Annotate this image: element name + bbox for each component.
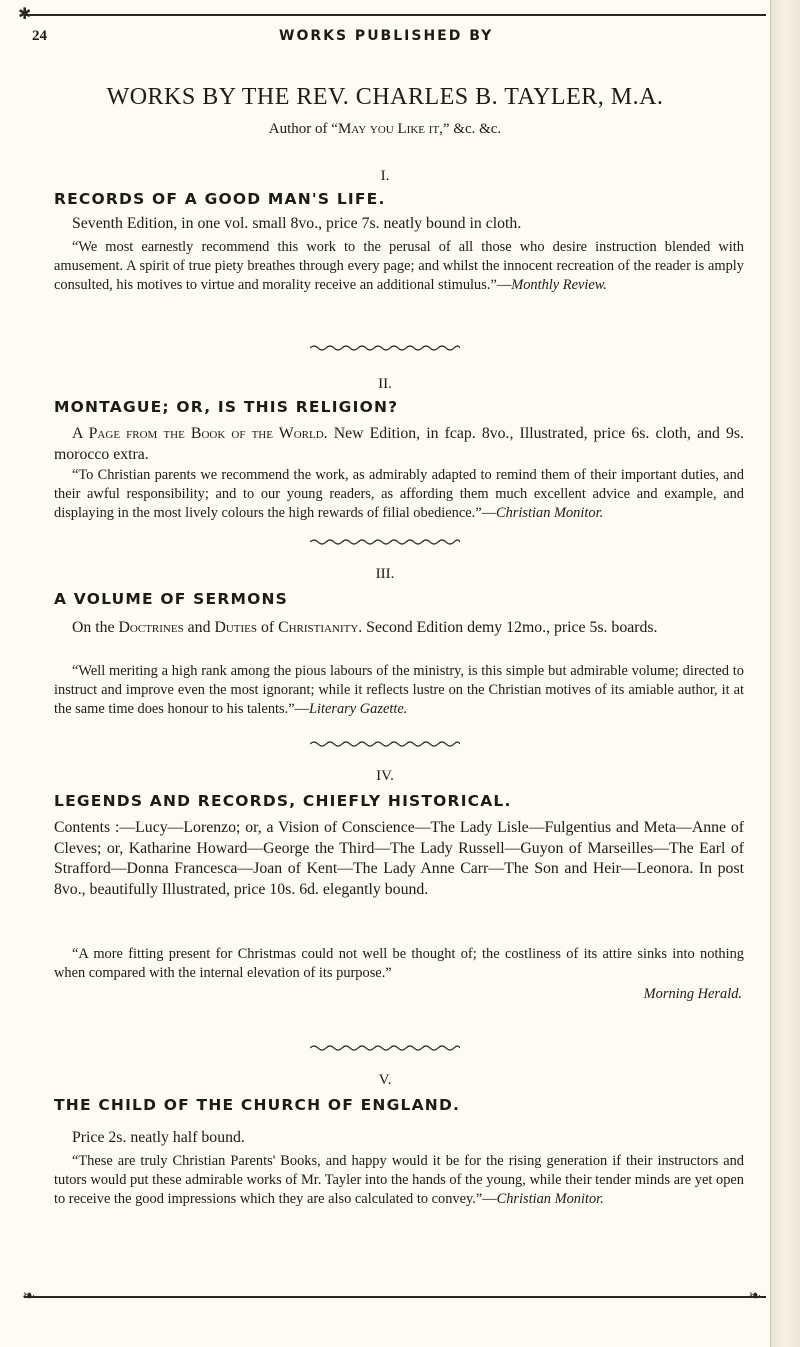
wavy-divider (310, 538, 460, 546)
page-number: 24 (32, 28, 47, 44)
review-source: Literary Gazette. (308, 701, 408, 717)
section-heading: A VOLUME OF SERMONS (54, 590, 288, 608)
facing-page-edge (770, 0, 800, 1347)
review-source: Monthly Review. (511, 277, 607, 293)
corner-ornament-icon: ❧ (22, 1288, 36, 1305)
section-numeral: IV. (376, 768, 394, 784)
header-rule (24, 14, 766, 16)
section-numeral: I. (380, 168, 390, 184)
details-text: Doctrines (118, 619, 184, 636)
wavy-divider (310, 1044, 460, 1052)
wavy-divider (310, 344, 460, 352)
section-review (54, 1152, 744, 1209)
author-subtitle (0, 121, 770, 138)
section-details (54, 618, 744, 639)
section-details: Seventh Edition, in one vol. small 8vo., price 7s. neatly bound in cloth. (72, 215, 522, 232)
section-review: “A more fitting present for Christmas could not well be thought of; the costliness of its attire sinks into nothing when compared with the internal elevation of its purpose.” (54, 946, 744, 981)
review-source: Christian Monitor. (496, 1191, 604, 1207)
section-review (54, 662, 744, 719)
section-details: Contents :—Lucy—Lorenzo; or, a Vision of Conscience—The Lady Lisle—Fulgentius and Meta—Anne of Cleves; or, Katharine Howard—George the Third—The Lady Russell—Guyon of Marseilles—The Earl of Strafford—Donna Francesca—Joan of Kent—The Lady Anne Carr—The Son and Heir—Leonora. In post 8vo., beautifully Illustrated, price 10s. 6d. elegantly bound. (54, 819, 744, 898)
details-text: New Edition, in fcap. 8vo., Illustrated, price 6s. cloth, and 9s. morocco extra. (54, 425, 744, 463)
section-numeral: II. (378, 376, 392, 392)
review-text: “Well meriting a high rank among the pious labours of the ministry, is this simple but admirable volume; directed to instruct and improve even the most ignorant; while it reflects lustre on the Christian motives of its amiable author, it at the same time does honour to his talents.”— (54, 663, 744, 717)
running-title: WORKS PUBLISHED BY (279, 28, 494, 44)
page-title: WORKS BY THE REV. CHARLES B. TAYLER, M.A. (106, 84, 664, 110)
section-heading: THE CHILD OF THE CHURCH OF ENGLAND. (54, 1096, 461, 1114)
section-review (54, 466, 744, 523)
subtitle-suffix: ” &c. &c. (442, 121, 502, 137)
subtitle-work-title: May you Like it, (337, 121, 443, 137)
details-text: of (257, 619, 279, 636)
details-text: Christianity. (278, 619, 363, 636)
corner-ornament-icon: ❧ (748, 1288, 762, 1305)
review-source: Morning Herald. (643, 986, 742, 1002)
details-text: Second Edition demy 12mo., price 5s. boards. (362, 619, 658, 636)
section-heading: RECORDS OF A GOOD MAN'S LIFE. (54, 190, 386, 208)
footer-rule (24, 1296, 766, 1298)
details-text: Duties (214, 619, 258, 636)
section-heading: LEGENDS AND RECORDS, CHIEFLY HISTORICAL. (54, 792, 512, 810)
subtitle-prefix: Author of “ (268, 121, 338, 137)
corner-ornament-icon: ✱ (18, 6, 32, 23)
details-text: and (183, 619, 215, 636)
details-subtitle: A Page from the Book of the World. (72, 425, 328, 442)
page-header (24, 14, 766, 54)
section-numeral: V. (378, 1072, 392, 1088)
wavy-divider (310, 740, 460, 748)
section-details (54, 424, 744, 465)
section-numeral: III. (375, 566, 395, 582)
section-details: Price 2s. neatly half bound. (72, 1129, 245, 1146)
section-heading: MONTAGUE; OR, IS THIS RELIGION? (54, 398, 399, 416)
section-review (54, 238, 744, 295)
review-text: “We most earnestly recommend this work to the perusal of all those who desire instruction blended with amusement. A spirit of true piety breathes through every page; and whilst the innocent recreation of the reader is amply consulted, his motives to virtue and morality receive an additional stimulus.”— (54, 239, 744, 293)
details-text: On the (72, 619, 119, 636)
review-source: Christian Monitor. (496, 505, 604, 521)
review-text: “These are truly Christian Parents' Books, and happy would it be for the rising generation if their instructors and tutors would put these admirable works of Mr. Tayler into the hands of the young, while their tender minds are yet open to receive the good impressions which they are also calculated to convey.”— (54, 1153, 744, 1207)
review-text: “To Christian parents we recommend the work, as admirably adapted to remind them of their important duties, and their awful responsibility; and to our young readers, as affording them much excellent advice and example, and displaying in the most lively colours the high rewards of filial obedience.”— (54, 467, 744, 521)
